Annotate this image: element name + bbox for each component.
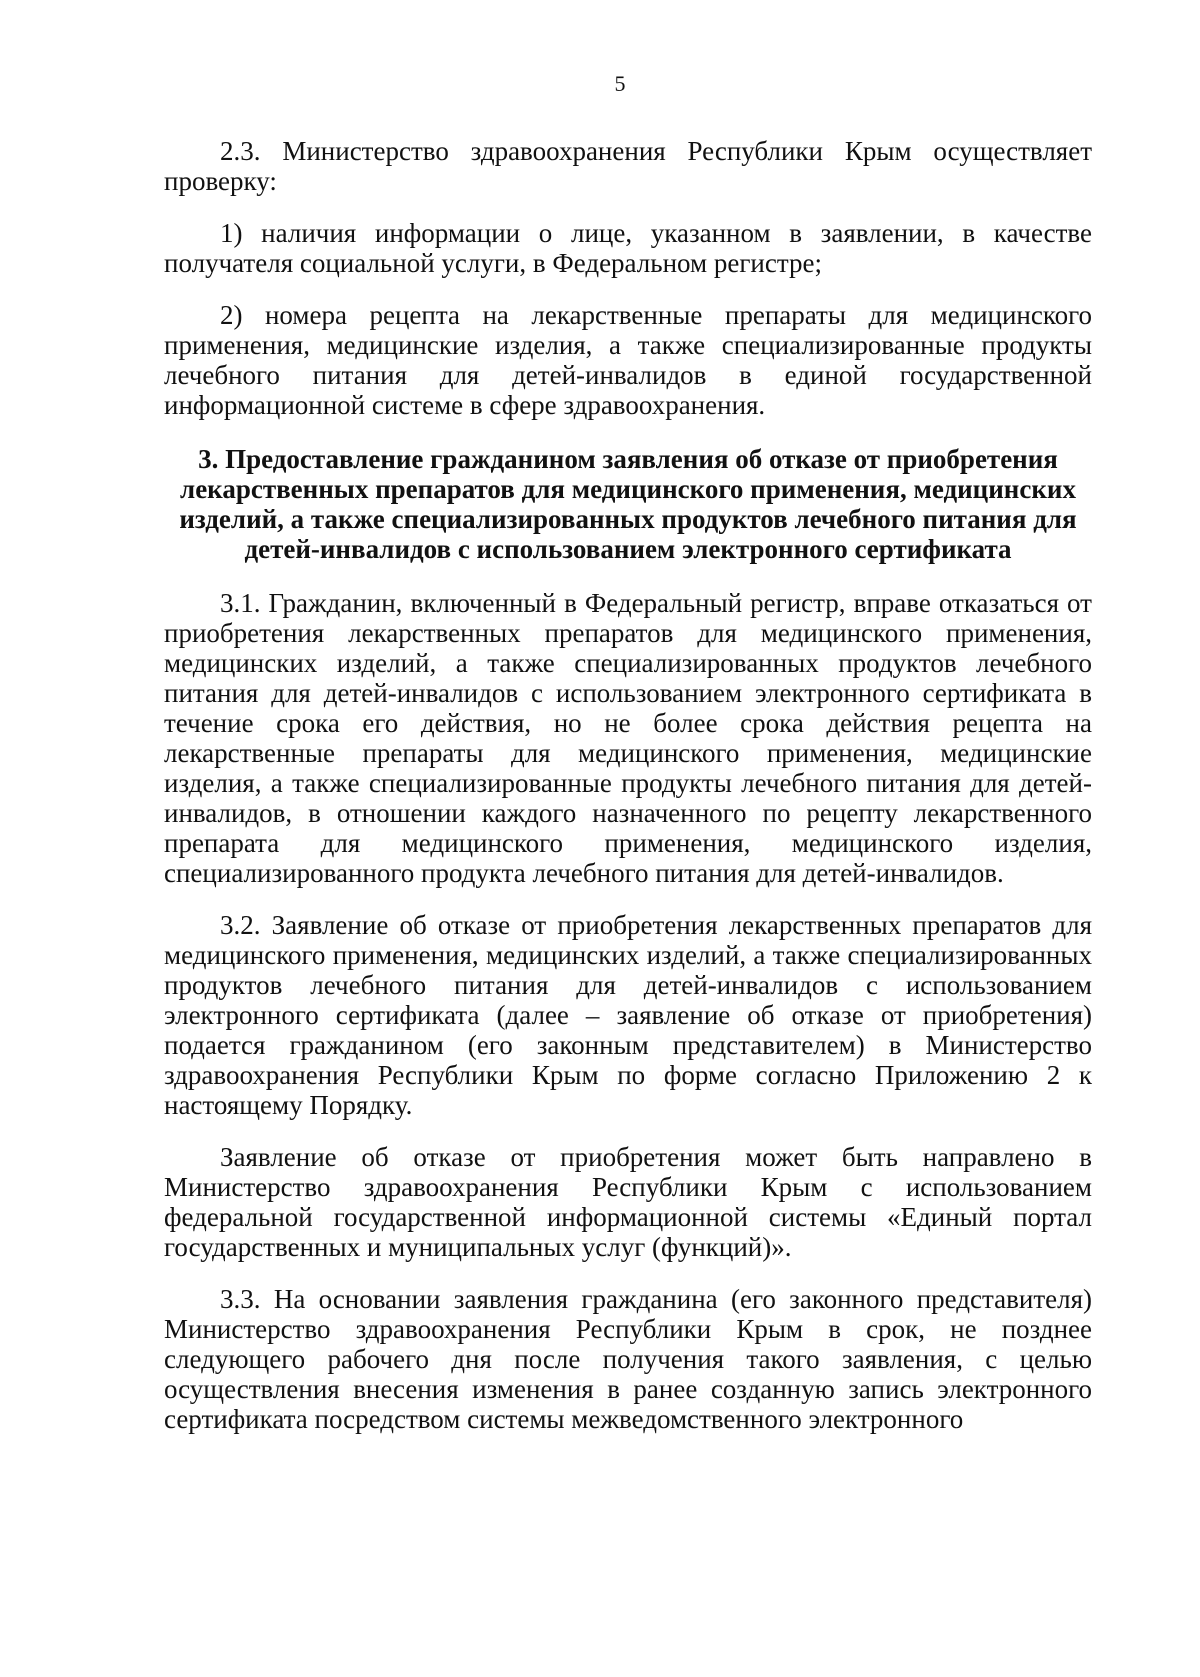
- paragraph-2-3-item-1: 1) наличия информации о лице, указанном в заявлении, в качестве получателя социальной услуги, в Федеральном регистре;: [164, 218, 1092, 278]
- section-3-heading: 3. Предоставление гражданином заявления об отказе от приобретения лекарственных препаратов для медицинского применения, медицинских изделий, а также специализированных продуктов лечебного питания для детей-инвалидов с использованием электронного сертификата: [179, 444, 1077, 564]
- paragraph-3-3: 3.3. На основании заявления гражданина (его законного представителя) Министерство здравоохранения Республики Крым в срок, не позднее следующего рабочего дня после получения такого заявления, с целью осуществления внесения изменения в ранее созданную запись электронного сертификата посредством системы межведомственного электронного: [164, 1284, 1092, 1434]
- paragraph-3-2: 3.2. Заявление об отказе от приобретения лекарственных препаратов для медицинского применения, медицинских изделий, а также специализированных продуктов лечебного питания для детей-инвалидов с использованием электронного сертификата (далее – заявление об отказе от приобретения) подается гражданином (его законным представителем) в Министерство здравоохранения Республики Крым по форме согласно Приложению 2 к настоящему Порядку.: [164, 910, 1092, 1120]
- paragraph-2-3: 2.3. Министерство здравоохранения Республики Крым осуществляет проверку:: [164, 136, 1092, 196]
- paragraph-2-3-item-2: 2) номера рецепта на лекарственные препараты для медицинского применения, медицинские изделия, а также специализированные продукты лечебного питания для детей-инвалидов в единой государственной информационной системе в сфере здравоохранения.: [164, 300, 1092, 420]
- document-body: [164, 136, 1092, 1456]
- paragraph-3-1: 3.1. Гражданин, включенный в Федеральный регистр, вправе отказаться от приобретения лекарственных препаратов для медицинского применения, медицинских изделий, а также специализированных продуктов лечебного питания для детей-инвалидов с использованием электронного сертификата в течение срока его действия, но не более срока действия рецепта на лекарственные препараты для медицинского применения, медицинские изделия, а также специализированные продукты лечебного питания для детей-инвалидов, в отношении каждого назначенного по рецепту лекарственного препарата для медицинского применения, медицинского изделия, специализированного продукта лечебного питания для детей-инвалидов.: [164, 588, 1092, 888]
- page-number: 5: [614, 71, 626, 96]
- paragraph-3-2-continuation: Заявление об отказе от приобретения может быть направлено в Министерство здравоохранения Республики Крым с использованием федеральной государственной информационной системы «Единый портал государственных и муниципальных услуг (функций)».: [164, 1142, 1092, 1262]
